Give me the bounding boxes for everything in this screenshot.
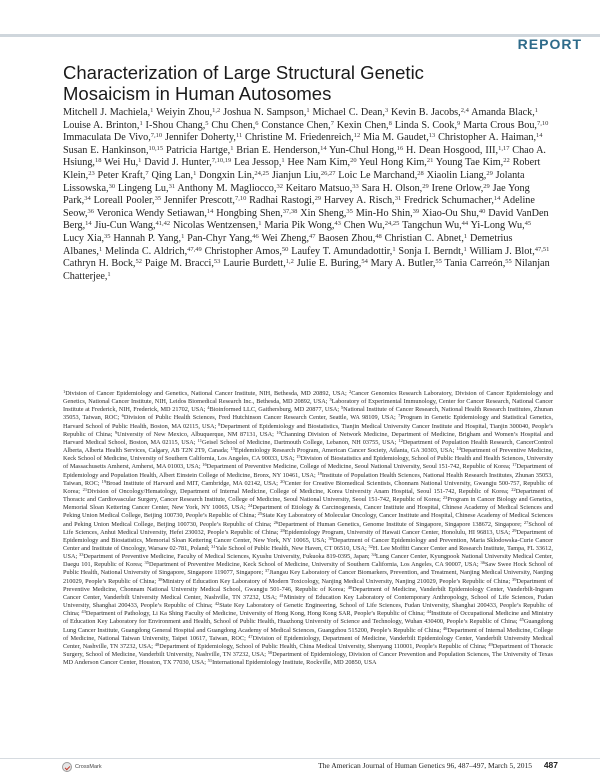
affiliations: $^1$Division of Cancer Epidemiology and Genetics, National Cancer Institute, NIH, Bethesda, MD 20892, USA; $^2$Cancer Genomics Research Laboratory, Division of Cancer Epidemiology and Genetics, National Cancer Institute, NIH, Leidos Biomedical Research Inc., Bethesda, MD 20892, USA; $^3$Laboratory of Experimental Immunology, Center for Cancer Research, National Cancer Institute at Frederick, NIH, Frederick, MD 21702, USA; $^4$Bioinformed LLC, Gaithersburg, MD 20877, USA; $^5$National Institute of Cancer Research, National Health Research Institutes, Zhunan 35053, Taiwan, ROC; $^6$Division of Public Health Sciences, Fred Hutchinson Cancer Research Center, Seattle, WA 98109, USA; $^7$Program in Genetic Epidemiology and Statistical Genetics, Harvard School of Public Health, Boston, MA 02115, USA; $^8$Department of Epidemiology and Biostatistics, Tianjin Medical University Cancer Institute and Hospital, Tianjin 300040, People’s Republic of China; $^9$University of New Mexico, Albuquerque, NM 87131, USA; $^{10}$Channing Division of Network Medicine, Department of Medicine, Brigham and Women’s Hospital and Harvard Medical School, Boston, MA 02115, USA; $^{11}$Geisel School of Medicine, Dartmouth College, Lebanon, NH 03755, USA; $^{12}$Department of Population Health Research, CancerControl Alberta, Alberta Health Services, Calgary, AB T2N 2T9, Canada; $^{13}$Epidemiology Research Program, American Cancer Society, Atlanta, GA 30303, USA; $^{14}$Department of Preventive Medicine, Keck School of Medicine, University of Southern California, Los Angeles, CA 90033, USA; $^{15}$Division of Biostatistics and Epidemiology, School of Public Health and Health Sciences, University of Massachusetts Amherst, Amherst, MA 01003, USA; $^{16}$Department of Preventive Medicine, College of Medicine, Seoul National University, Seoul 151-742, Republic of Korea; $^{17}$Department of Epidemiology and Population Health, Albert Einstein College of Medicine, Bronx, NY 10461, USA; $^{18}$Institute of Population Health Sciences, National Health Research Institutes, Zhunan 35053, Taiwan, ROC; $^{19}$Broad Institute of Harvard and MIT, Cambridge, MA 02142, USA; $^{20}$Center for Creative Biomedical Scientists, Chonnam National University, Gwangju 500-757, Republic of Korea; $^{21}$Division of Oncology/Hematology, Department of Internal Medicine, College of Medicine, Korea University Anam Hospital, Seoul 151-742, Republic of Korea; $^{22}$Department of Thoracic and Cardiovascular Surgery, Cancer Research Institute, College of Medicine, Seoul National University, Seoul 151-742, Republic of Korea; $^{23}$Program in Cancer Biology and Genetics, Memorial Sloan Kettering Cancer Center, New York, NY 10065, USA; $^{24}$Department of Etiology & Carcinogenesis, Cancer Institute and Hospital, Chinese Academy of Medical Sciences and Peking Union Medical College, Beijing 100730, People’s Republic of China; $^{25}$State Key Laboratory of Molecular Oncology, Cancer Institute and Hospital, Chinese Academy of Medical Sciences and Peking Union Medical College, Beijing 100730, People’s Republic of China; $^{26}$Department of Human Genetics, Genome Institute of Singapore, Singapore 138672, Singapore; $^{27}$School of Life Sciences, Anhui Medical University, Hefei 230032, People’s Republic of China; $^{28}$Epidemiology Program, University of Hawaii Cancer Center, Honolulu, HI 96813, USA; $^{29}$Department of Epidemiology and Biostatistics, Memorial Sloan Kettering Cancer Center, New York, NY 10065, USA; $^{30}$Department of Cancer Epidemiology and Prevention, Maria Sklodowska-Curie Cancer Center and Institute of Oncology, Warsaw 02-781, Poland; $^{31}$Yale School of Public Health, New Haven, CT 06510, USA; $^{32}$H. Lee Moffitt Cancer Center and Research Institute, Tampa, FL 33612, USA; $^{33}$Department of Preventive Medicine, Faculty of Medical Sciences, Kyushu University, Fukuoka 819-0395, Japan; $^{34}$Lung Cancer Center, Kyungpook National University Medical Center, Daegu 101, Republic of Korea; $^{35}$Department of Preventive Medicine, Keck School of Medicine, University of Southern California, Los Angeles, CA 90007, USA; $^{36}$Saw Swee Hock School of Public Health, National University of Singapore, Singapore 119077, Singapore; $^{37}$Jiangsu Key Laboratory of Cancer Biomarkers, Prevention, and Treatment, Nanjing Medical University, Nanjing 210029, People’s Republic of China; $^{38}$Ministry of Education Key Laboratory of Modern Toxicology, Nanjing Medical University, Nanjing 210029, People’s Republic of China; $^{39}$Department of Preventive Medicine, Chonnam National University Medical School, Gwangju 501-746, Republic of Korea; $^{40}$Department of Medicine, Vanderbilt Epidemiology Center, Vanderbilt-Ingram Cancer Center, Vanderbilt University Medical Center, Nashville, TN 37232, USA; $^{41}$Ministry of Education Key Laboratory of Contemporary Anthropology, School of Life Sciences, Fudan University, Shanghai 200433, People’s Republic of China; $^{42}$State Key Laboratory of Genetic Engineering, School of Life Sciences, Fudan University, Shanghai 200433, People’s Republic of China; $^{43}$Department of Pathology, Li Ka Shing Faculty of Medicine, University of Hong Kong, Hong Kong SAR, People’s Republic of China; $^{44}$Institute of Occupational Medicine and Ministry of Education Key Laboratory for Environment and Health, School of Public Health, Huazhong University of Science and Technology, Wuhan 430400, People’s Republic of China; $^{45}$Guangdong Lung Cancer Institute, Guangdong General Hospital and Guangdong Academy of Medical Sciences, Guangzhou 515200, People’s Republic of China; $^{46}$Department of Internal Medicine, College of Medicine, National Taiwan University, Taipei 10617, Taiwan, ROC; $^{47}$Division of Epidemiology, Department of Medicine, Vanderbilt Epidemiology Center, Vanderbilt University Medical Center, Nashville, TN 37232, USA; $^{48}$Department of Epidemiology, School of Public Health, China Medical University, Shenyang 110001, People’s Republic of China; $^{49}$Department of Thoracic Surgery, School of Medicine, Vanderbilt University, Nashville, TN 37232, USA; $^{50}$Department of Epidemiology, Division of Cancer Prevention and Population Sciences, The University of Texas MD Anderson Cancer Center, Houston, TX 77030, USA; $^{51}$International Epidemiology Institute, Rockville, MD 20850, USA [63,389,553,667]
page-number: 487 [543,760,558,770]
article-title: Characterization of Large Structural Genetic Mosaicism in Human Autosomes [63,62,424,104]
crossmark-label: CrossMark [75,764,102,770]
footer-rule [0,758,600,759]
crossmark-badge[interactable] [62,762,102,772]
journal-citation: The American Journal of Human Genetics 96, 487–497, March 5, 2015 [318,761,532,770]
author-list: Mitchell J. Machiela,$^1$ Weiyin Zhou,$^{1,2}$ Joshua N. Sampson,$^1$ Michael C. Dean,$^3$ Kevin B. Jacobs,$^{2,4}$ Amanda Black,$^1$ Louise A. Brinton,$^1$ I-Shou Chang,$^5$ Chu Chen,$^6$ Constance Chen,$^7$ Kexin Chen,$^8$ Linda S. Cook,$^9$ Marta Crous Bou,$^{7,10}$ Immaculata De Vivo,$^{7,10}$ Jennifer Doherty,$^{11}$ Christine M. Friedenreich,$^{12}$ Mia M. Gaudet,$^{13}$ Christopher A. Haiman,$^{14}$ Susan E. Hankinson,$^{10,15}$ Patricia Hartge,$^1$ Brian E. Henderson,$^{14}$ Yun-Chul Hong,$^{16}$ H. Dean Hosgood, III,$^{1,17}$ Chao A. Hsiung,$^{18}$ Wei Hu,$^1$ David J. Hunter,$^{7,10,19}$ Lea Jessop,$^1$ Hee Nam Kim,$^{20}$ Yeul Hong Kim,$^{21}$ Young Tae Kim,$^{22}$ Robert Klein,$^{23}$ Peter Kraft,$^7$ Qing Lan,$^1$ Dongxin Lin,$^{24,25}$ Jianjun Liu,$^{26,27}$ Loic Le Marchand,$^{28}$ Xiaolin Liang,$^{29}$ Jolanta Lissowska,$^{30}$ Lingeng Lu,$^{31}$ Anthony M. Magliocco,$^{32}$ Keitaro Matsuo,$^{33}$ Sara H. Olson,$^{29}$ Irene Orlow,$^{29}$ Jae Yong Park,$^{34}$ Loreall Pooler,$^{35}$ Jennifer Prescott,$^{7,10}$ Radhai Rastogi,$^{29}$ Harvey A. Risch,$^{31}$ Fredrick Schumacher,$^{14}$ Adeline Seow,$^{36}$ Veronica Wendy Setiawan,$^{14}$ Hongbing Shen,$^{37,38}$ Xin Sheng,$^{35}$ Min-Ho Shin,$^{39}$ Xiao-Ou Shu,$^{40}$ David VanDen Berg,$^{14}$ Jiu-Cun Wang,$^{41,42}$ Nicolas Wentzensen,$^1$ Maria Pik Wong,$^{43}$ Chen Wu,$^{24,25}$ Tangchun Wu,$^{44}$ Yi-Long Wu,$^{45}$ Lucy Xia,$^{35}$ Hannah P. Yang,$^1$ Pan-Chyr Yang,$^{46}$ Wei Zheng,$^{47}$ Baosen Zhou,$^{48}$ Christian C. Abnet,$^1$ Demetrius Albanes,$^1$ Melinda C. Aldrich,$^{47,49}$ Christopher Amos,$^{50}$ Laufey T. Amundadottir,$^1$ Sonja I. Berndt,$^1$ William J. Blot,$^{47,51}$ Cathryn H. Bock,$^{52}$ Paige M. Bracci,$^{53}$ Laurie Burdett,$^{1,2}$ Julie E. Buring,$^{54}$ Mary A. Butler,$^{55}$ Tania Carreón,$^{55}$ Nilanjan Chatterjee,$^1$ [63,107,550,282]
section-label: REPORT [517,36,582,52]
crossmark-icon [62,762,72,772]
header-rule [0,34,600,37]
